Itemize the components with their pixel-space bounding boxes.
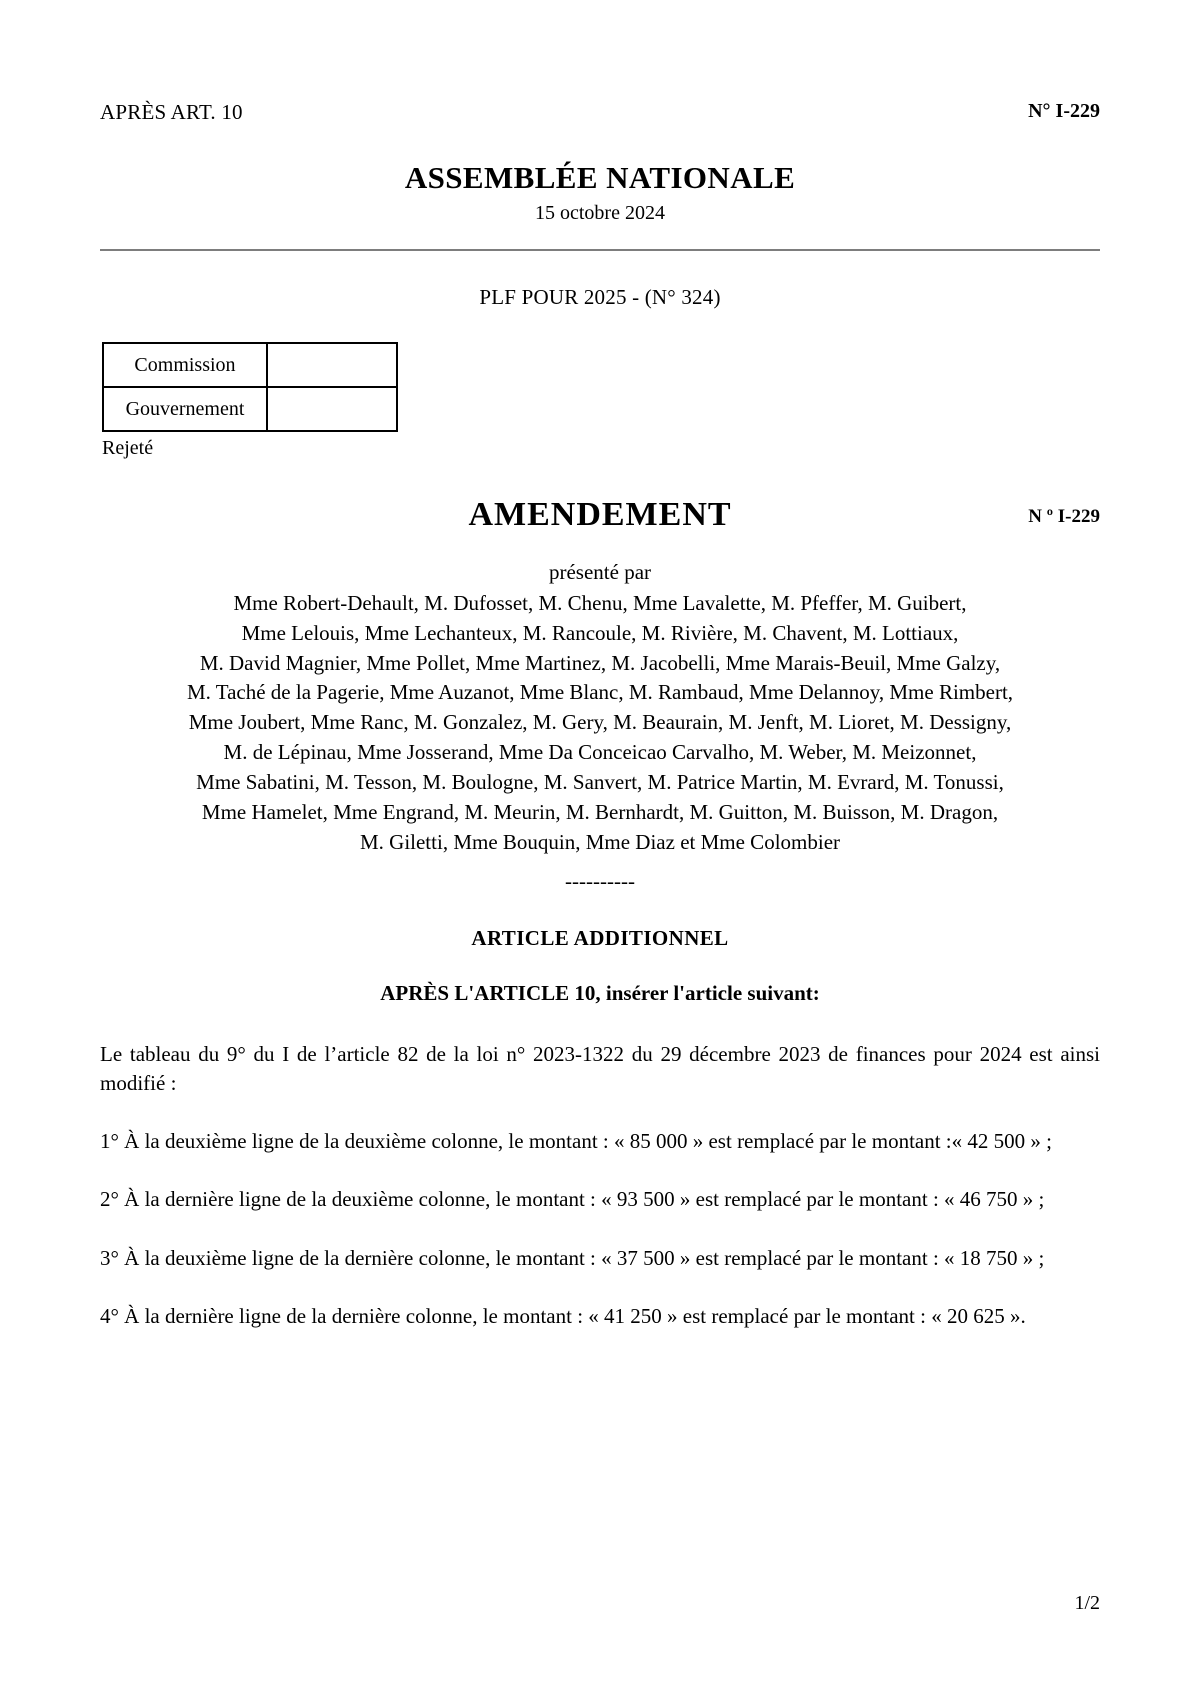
section-separator: ----------: [565, 869, 635, 894]
amendment-number-title: N º I-229: [1028, 506, 1100, 527]
signatory-list: [100, 589, 1100, 857]
amendment-number-header: N° I-229: [1028, 100, 1100, 122]
list-item: Mme Robert-Dehault, M. Dufosset, M. Chenu, Mme Lavalette, M. Pfeffer, M. Guibert,: [233, 591, 967, 615]
provision-paragraph-4: 4° À la dernière ligne de la dernière colonne, le montant : « 41 250 » est remplacé par le montant : « 20 625 ».: [100, 1304, 1026, 1329]
session-date: 15 octobre 2024: [535, 202, 665, 224]
list-item: Mme Joubert, Mme Ranc, M. Gonzalez, M. Gery, M. Beaurain, M. Jenft, M. Lioret, M. Dessigny,: [188, 710, 1012, 735]
article-position-label: APRÈS ART. 10: [100, 100, 243, 124]
list-item: Mme Lelouis, Mme Lechanteux, M. Rancoule, M. Rivière, M. Chavent, M. Lottiaux,: [241, 620, 959, 645]
presented-by-label: présenté par: [548, 560, 652, 584]
list-item: Mme Hamelet, Mme Engrand, M. Meurin, M. Bernhardt, M. Guitton, M. Buisson, M. Dragon,: [201, 799, 999, 824]
list-item: M. David Magnier, Mme Pollet, Mme Martinez, M. Jacobelli, Mme Marais-Beuil, Mme Galzy,: [199, 650, 1001, 675]
gouvernement-label: Gouvernement: [103, 387, 267, 431]
document-header: [100, 0, 1100, 134]
avis-table: [102, 342, 398, 432]
article-type-heading: ARTICLE ADDITIONNEL: [471, 926, 729, 951]
bill-reference: PLF POUR 2025 - (N° 324): [479, 285, 721, 309]
list-item: M. Taché de la Pagerie, Mme Auzanot, Mme Blanc, M. Rambaud, Mme Delannoy, Mme Rimbert,: [186, 680, 1014, 705]
commission-value: [267, 343, 397, 387]
list-item: Mme Sabatini, M. Tesson, M. Boulogne, M. Sanvert, M. Patrice Martin, M. Evrard, M. Tonussi,: [196, 769, 1004, 794]
provision-paragraph-2: 2° À la dernière ligne de la deuxième colonne, le montant : « 93 500 » est remplacé par le montant : « 46 750 » ;: [100, 1187, 1045, 1212]
gouvernement-value: [267, 387, 397, 431]
amendment-title-row: [100, 496, 1100, 542]
provision-paragraph-1: 1° À la deuxième ligne de la deuxième colonne, le montant : « 85 000 » est remplacé par le montant :« 42 500 » ;: [100, 1129, 1052, 1153]
list-item: M. de Lépinau, Mme Josserand, Mme Da Conceicao Carvalho, M. Weber, M. Meizonnet,: [223, 740, 977, 765]
status-badge: Rejeté: [102, 437, 154, 459]
body-intro-paragraph: Le tableau du 9° du I de l’article 82 de la loi n° 2023-1322 du 29 décembre 2023 de finances pour 2024 est ainsi modifié :: [100, 1042, 1100, 1095]
institution-title: ASSEMBLÉE NATIONALE: [404, 160, 796, 195]
commission-label: Commission: [103, 343, 267, 387]
header-divider: [100, 249, 1100, 251]
page-title: AMENDEMENT: [468, 496, 732, 533]
table-row: [103, 343, 397, 387]
provision-paragraph-3: 3° À la deuxième ligne de la dernière colonne, le montant : « 37 500 » est remplacé par le montant : « 18 750 » ;: [100, 1245, 1045, 1270]
table-row: [103, 387, 397, 431]
page-number: 1/2: [1074, 1592, 1100, 1614]
list-item: M. Giletti, Mme Bouquin, Mme Diaz et Mme Colombier: [359, 829, 841, 854]
insertion-instruction-heading: APRÈS L'ARTICLE 10, insérer l'article suivant:: [380, 981, 820, 1006]
